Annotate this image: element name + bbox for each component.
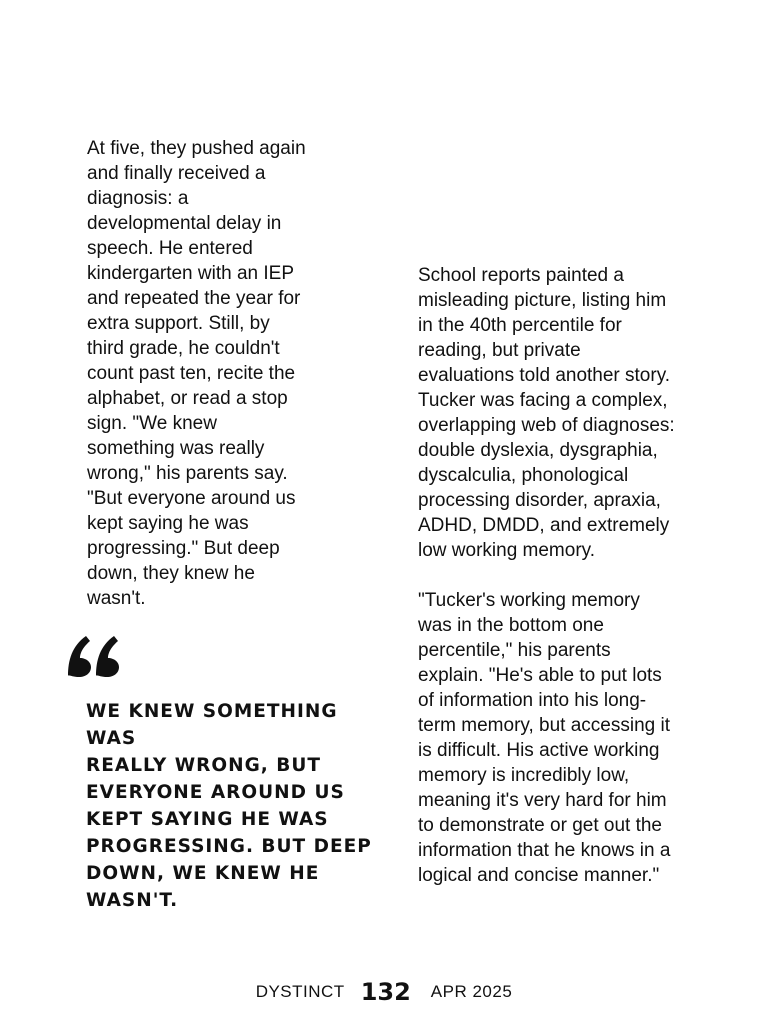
magazine-name: DYSTINCT — [255, 982, 345, 1001]
page-number: 132 — [360, 978, 411, 1006]
left-column — [87, 136, 337, 611]
right-column — [418, 263, 718, 888]
pull-quote: WE KNEW SOMETHING WAS REALLY WRONG, BUT EVERYONE AROUND US KEPT SAYING HE WAS PROGRESSING. BUT DEEP DOWN, WE KNEW HE WASN'T. — [86, 701, 372, 911]
issue-date: APR 2025 — [430, 982, 513, 1001]
left-paragraph: At five, they pushed again and finally received a diagnosis: a developmental delay in speech. He entered kindergarten with an IEP and repeated the year for extra support. Still, by third grade, he couldn't count past ten, recite the alphabet, or read a stop sign. "We knew something was really wrong," his parents say. "But everyone around us kept saying he was progressing." But deep down, they knew he wasn't. — [87, 138, 306, 609]
right-paragraph-1: School reports painted a misleading picture, listing him in the 40th percentile for reading, but private evaluations told another story. Tucker was facing a complex, overlapping web of diagnoses: double dyslexia, dysgraphia, dyscalculia, phonological processing disorder, apraxia, ADHD, DMDD, and extremely low working memory. — [418, 265, 675, 561]
page-footer — [0, 975, 768, 1009]
right-paragraph-2: "Tucker's working memory was in the bottom one percentile," his parents explain. "He's able to put lots of information into his long- term memory, but accessing it is difficult. His active working memory is incredibly low, meaning it's very hard for him to demonstrate or get out the information that he knows in a logical and concise manner." — [418, 590, 671, 886]
quote-mark-icon — [64, 630, 124, 680]
